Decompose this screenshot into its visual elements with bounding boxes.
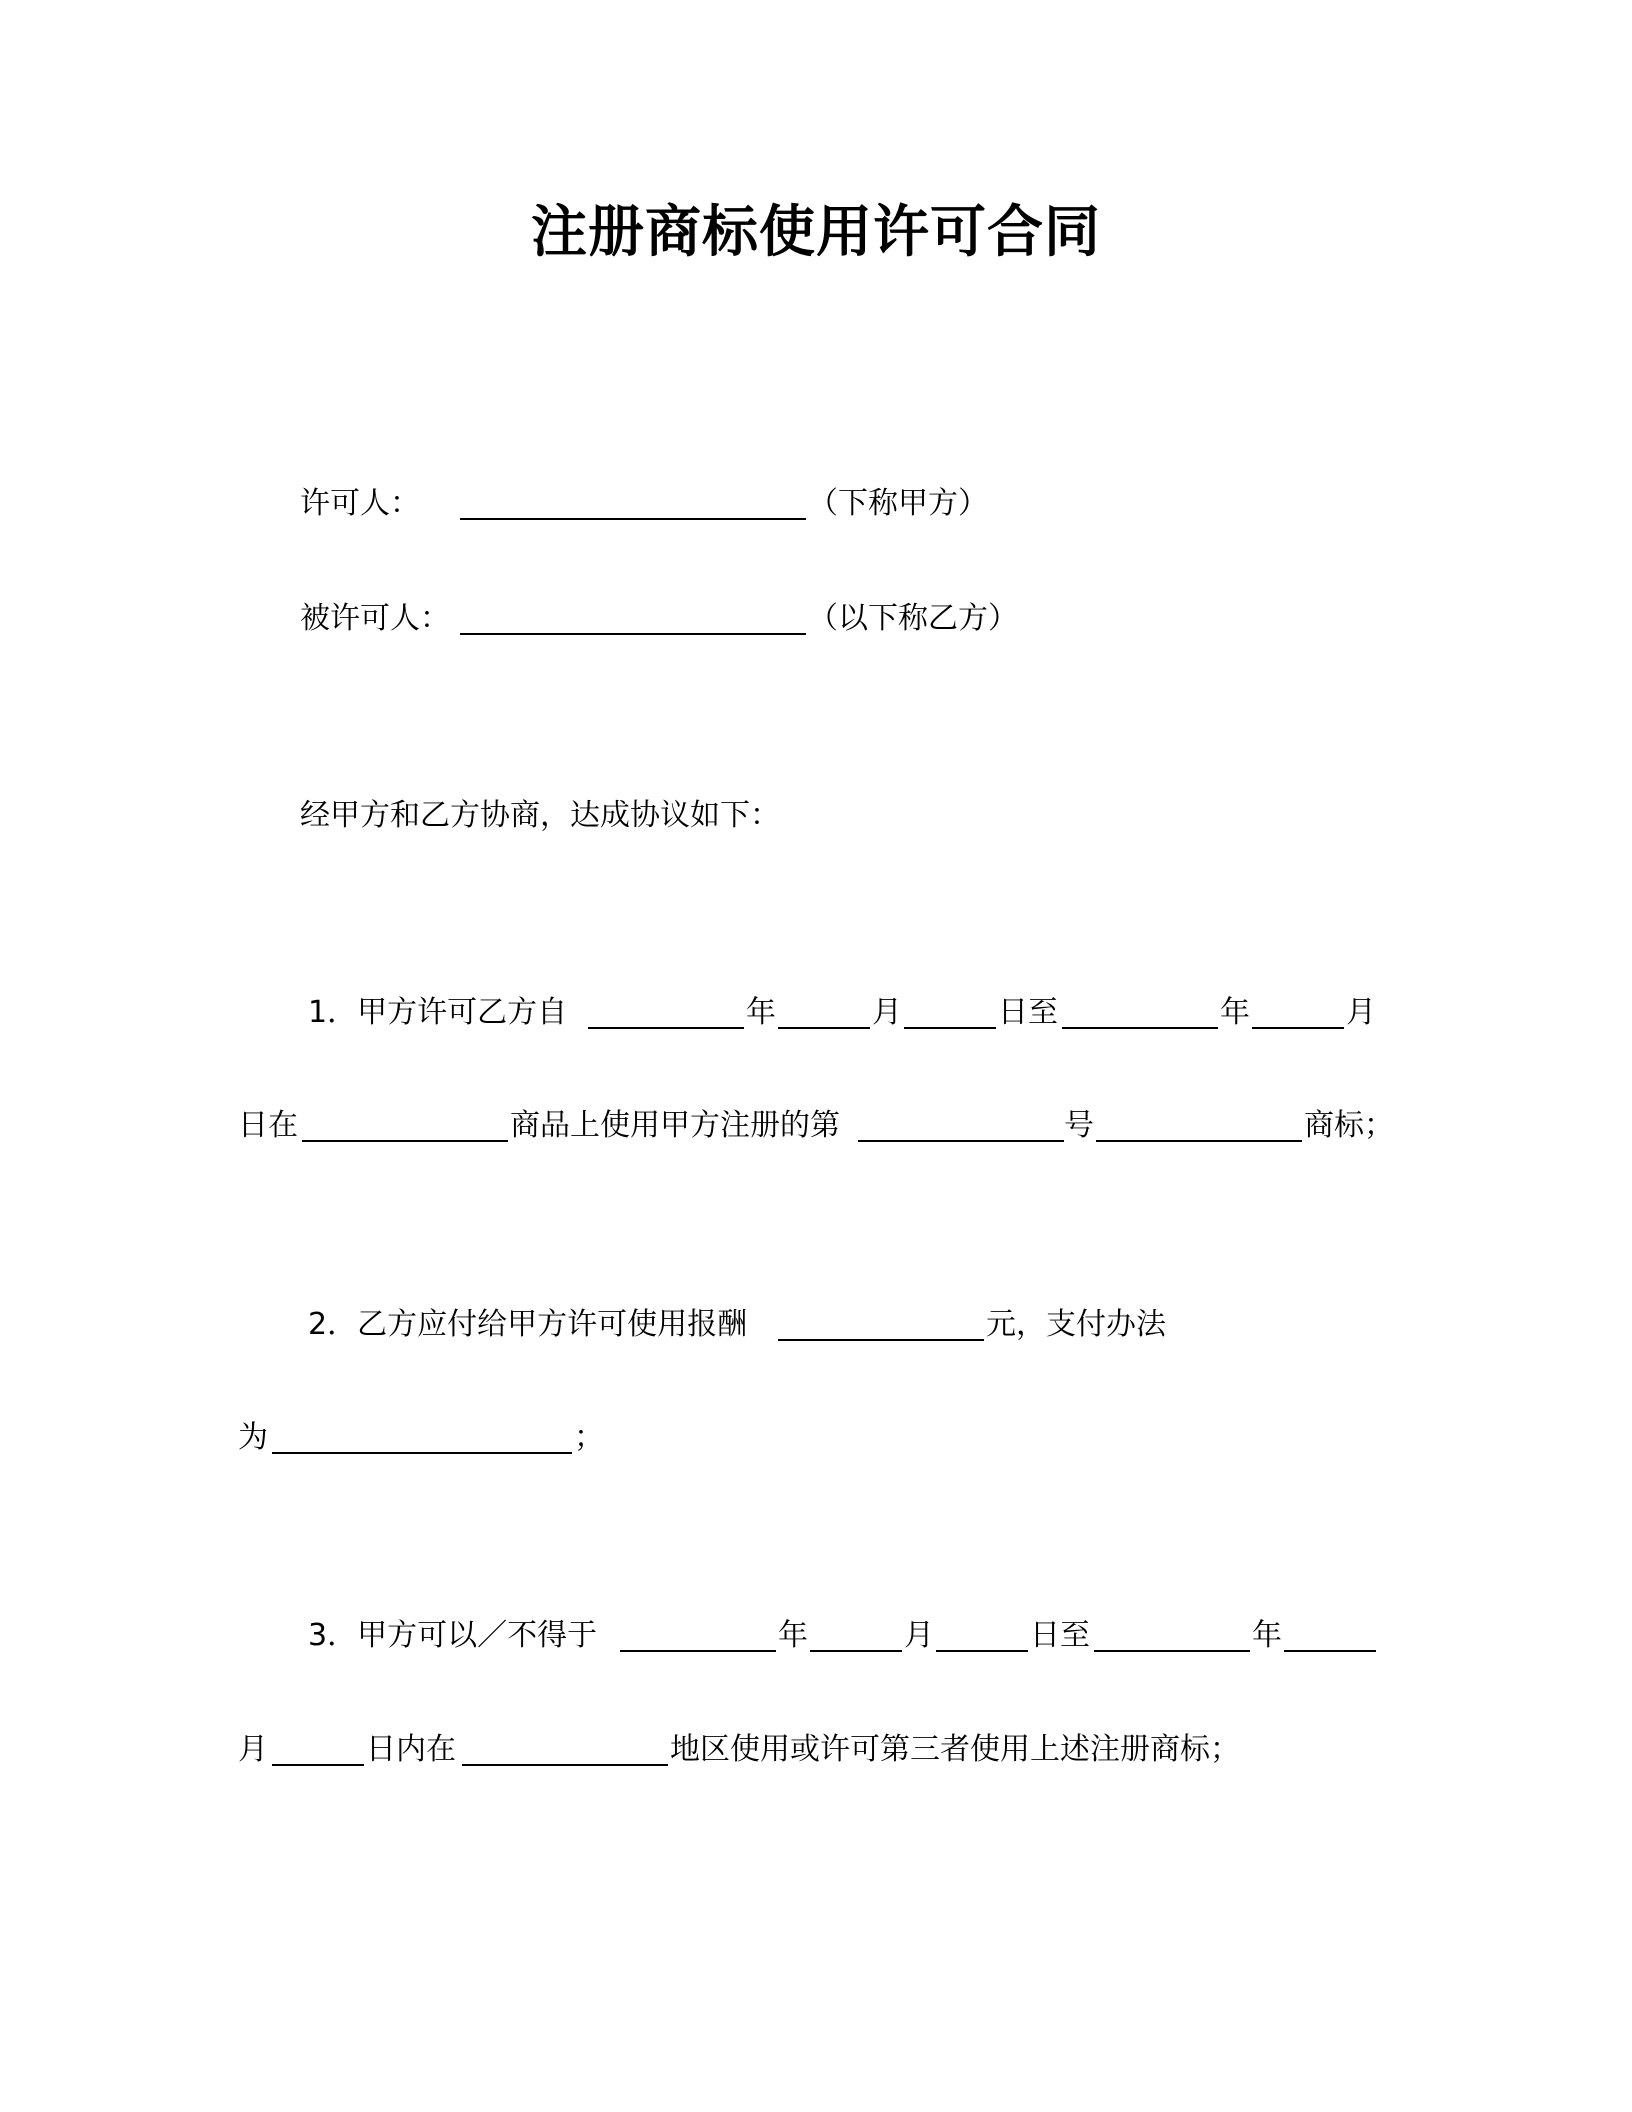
clause3-year2-text: 年 — [1252, 1618, 1282, 1653]
intro-line — [300, 794, 1400, 838]
licensee-label: 被许可人： — [300, 601, 450, 636]
clause3-month1-text: 月 — [904, 1618, 934, 1653]
clause2-line1 — [0, 1303, 1632, 1347]
clause1-start-day-blank[interactable] — [904, 1027, 996, 1029]
clause1-month2-text: 月 — [1346, 995, 1376, 1030]
clause1-line2 — [0, 1104, 1632, 1148]
licensor-label: 许可人： — [300, 486, 420, 521]
licensor-line — [300, 482, 1400, 526]
clause3-end-day-blank[interactable] — [272, 1764, 364, 1766]
clause1-end-year-blank[interactable] — [1062, 1027, 1218, 1029]
clause3-start-day-blank[interactable] — [936, 1650, 1028, 1652]
clause1-trademark-blank[interactable] — [1096, 1140, 1302, 1142]
licensee-suffix: （以下称乙方） — [808, 601, 1018, 636]
clause1-number-text: 号 — [1064, 1108, 1094, 1143]
clause1-number-blank[interactable] — [858, 1140, 1064, 1142]
clause3-end-year-blank[interactable] — [1094, 1650, 1250, 1652]
clause1-goods-text: 商品上使用甲方注册的第 — [510, 1108, 840, 1143]
clause1-prefix: 1．甲方许可乙方自 — [308, 995, 568, 1030]
clause2-line2-start: 为 — [238, 1420, 268, 1455]
clause3-line1 — [0, 1614, 1632, 1658]
clause3-end-month-blank[interactable] — [1284, 1650, 1376, 1652]
clause1-end-month-blank[interactable] — [1252, 1027, 1344, 1029]
licensor-suffix: （下称甲方） — [808, 486, 988, 521]
intro-text: 经甲方和乙方协商，达成协议如下： — [300, 798, 780, 833]
clause1-goods-blank[interactable] — [302, 1140, 508, 1142]
clause2-prefix: 2．乙方应付给甲方许可使用报酬 — [308, 1307, 748, 1342]
clause1-start-year-blank[interactable] — [588, 1027, 744, 1029]
clause2-fee-blank[interactable] — [778, 1339, 984, 1341]
clause3-start-month-blank[interactable] — [810, 1650, 902, 1652]
clause3-prefix: 3．甲方可以／不得于 — [308, 1618, 598, 1653]
clause1-line2-start: 日在 — [238, 1108, 298, 1143]
clause3-day-within-text: 日内在 — [366, 1732, 456, 1767]
clause3-line2-start: 月 — [238, 1732, 268, 1767]
contract-title: 注册商标使用许可合同 — [531, 200, 1101, 265]
clause2-end-text: ； — [574, 1420, 604, 1455]
licensor-blank[interactable] — [460, 518, 806, 520]
clause2-yuan-text: 元，支付办法 — [986, 1307, 1166, 1342]
clause3-start-year-blank[interactable] — [620, 1650, 776, 1652]
clause1-month1-text: 月 — [872, 995, 902, 1030]
clause1-day-to-text: 日至 — [998, 995, 1058, 1030]
clause3-end-text: 地区使用或许可第三者使用上述注册商标； — [670, 1732, 1240, 1767]
clause3-line2 — [0, 1728, 1632, 1772]
clause3-region-blank[interactable] — [462, 1764, 668, 1766]
clause1-end-text: 商标； — [1304, 1108, 1394, 1143]
clause3-day-to-text: 日至 — [1030, 1618, 1090, 1653]
clause1-start-month-blank[interactable] — [778, 1027, 870, 1029]
clause1-year2-text: 年 — [1220, 995, 1250, 1030]
licensee-line — [300, 597, 1400, 641]
clause2-line2 — [0, 1416, 1632, 1460]
clause3-year1-text: 年 — [778, 1618, 808, 1653]
clause2-payment-method-blank[interactable] — [272, 1452, 572, 1454]
licensee-blank[interactable] — [460, 633, 806, 635]
clause1-year1-text: 年 — [746, 995, 776, 1030]
clause1-line1 — [0, 991, 1632, 1035]
